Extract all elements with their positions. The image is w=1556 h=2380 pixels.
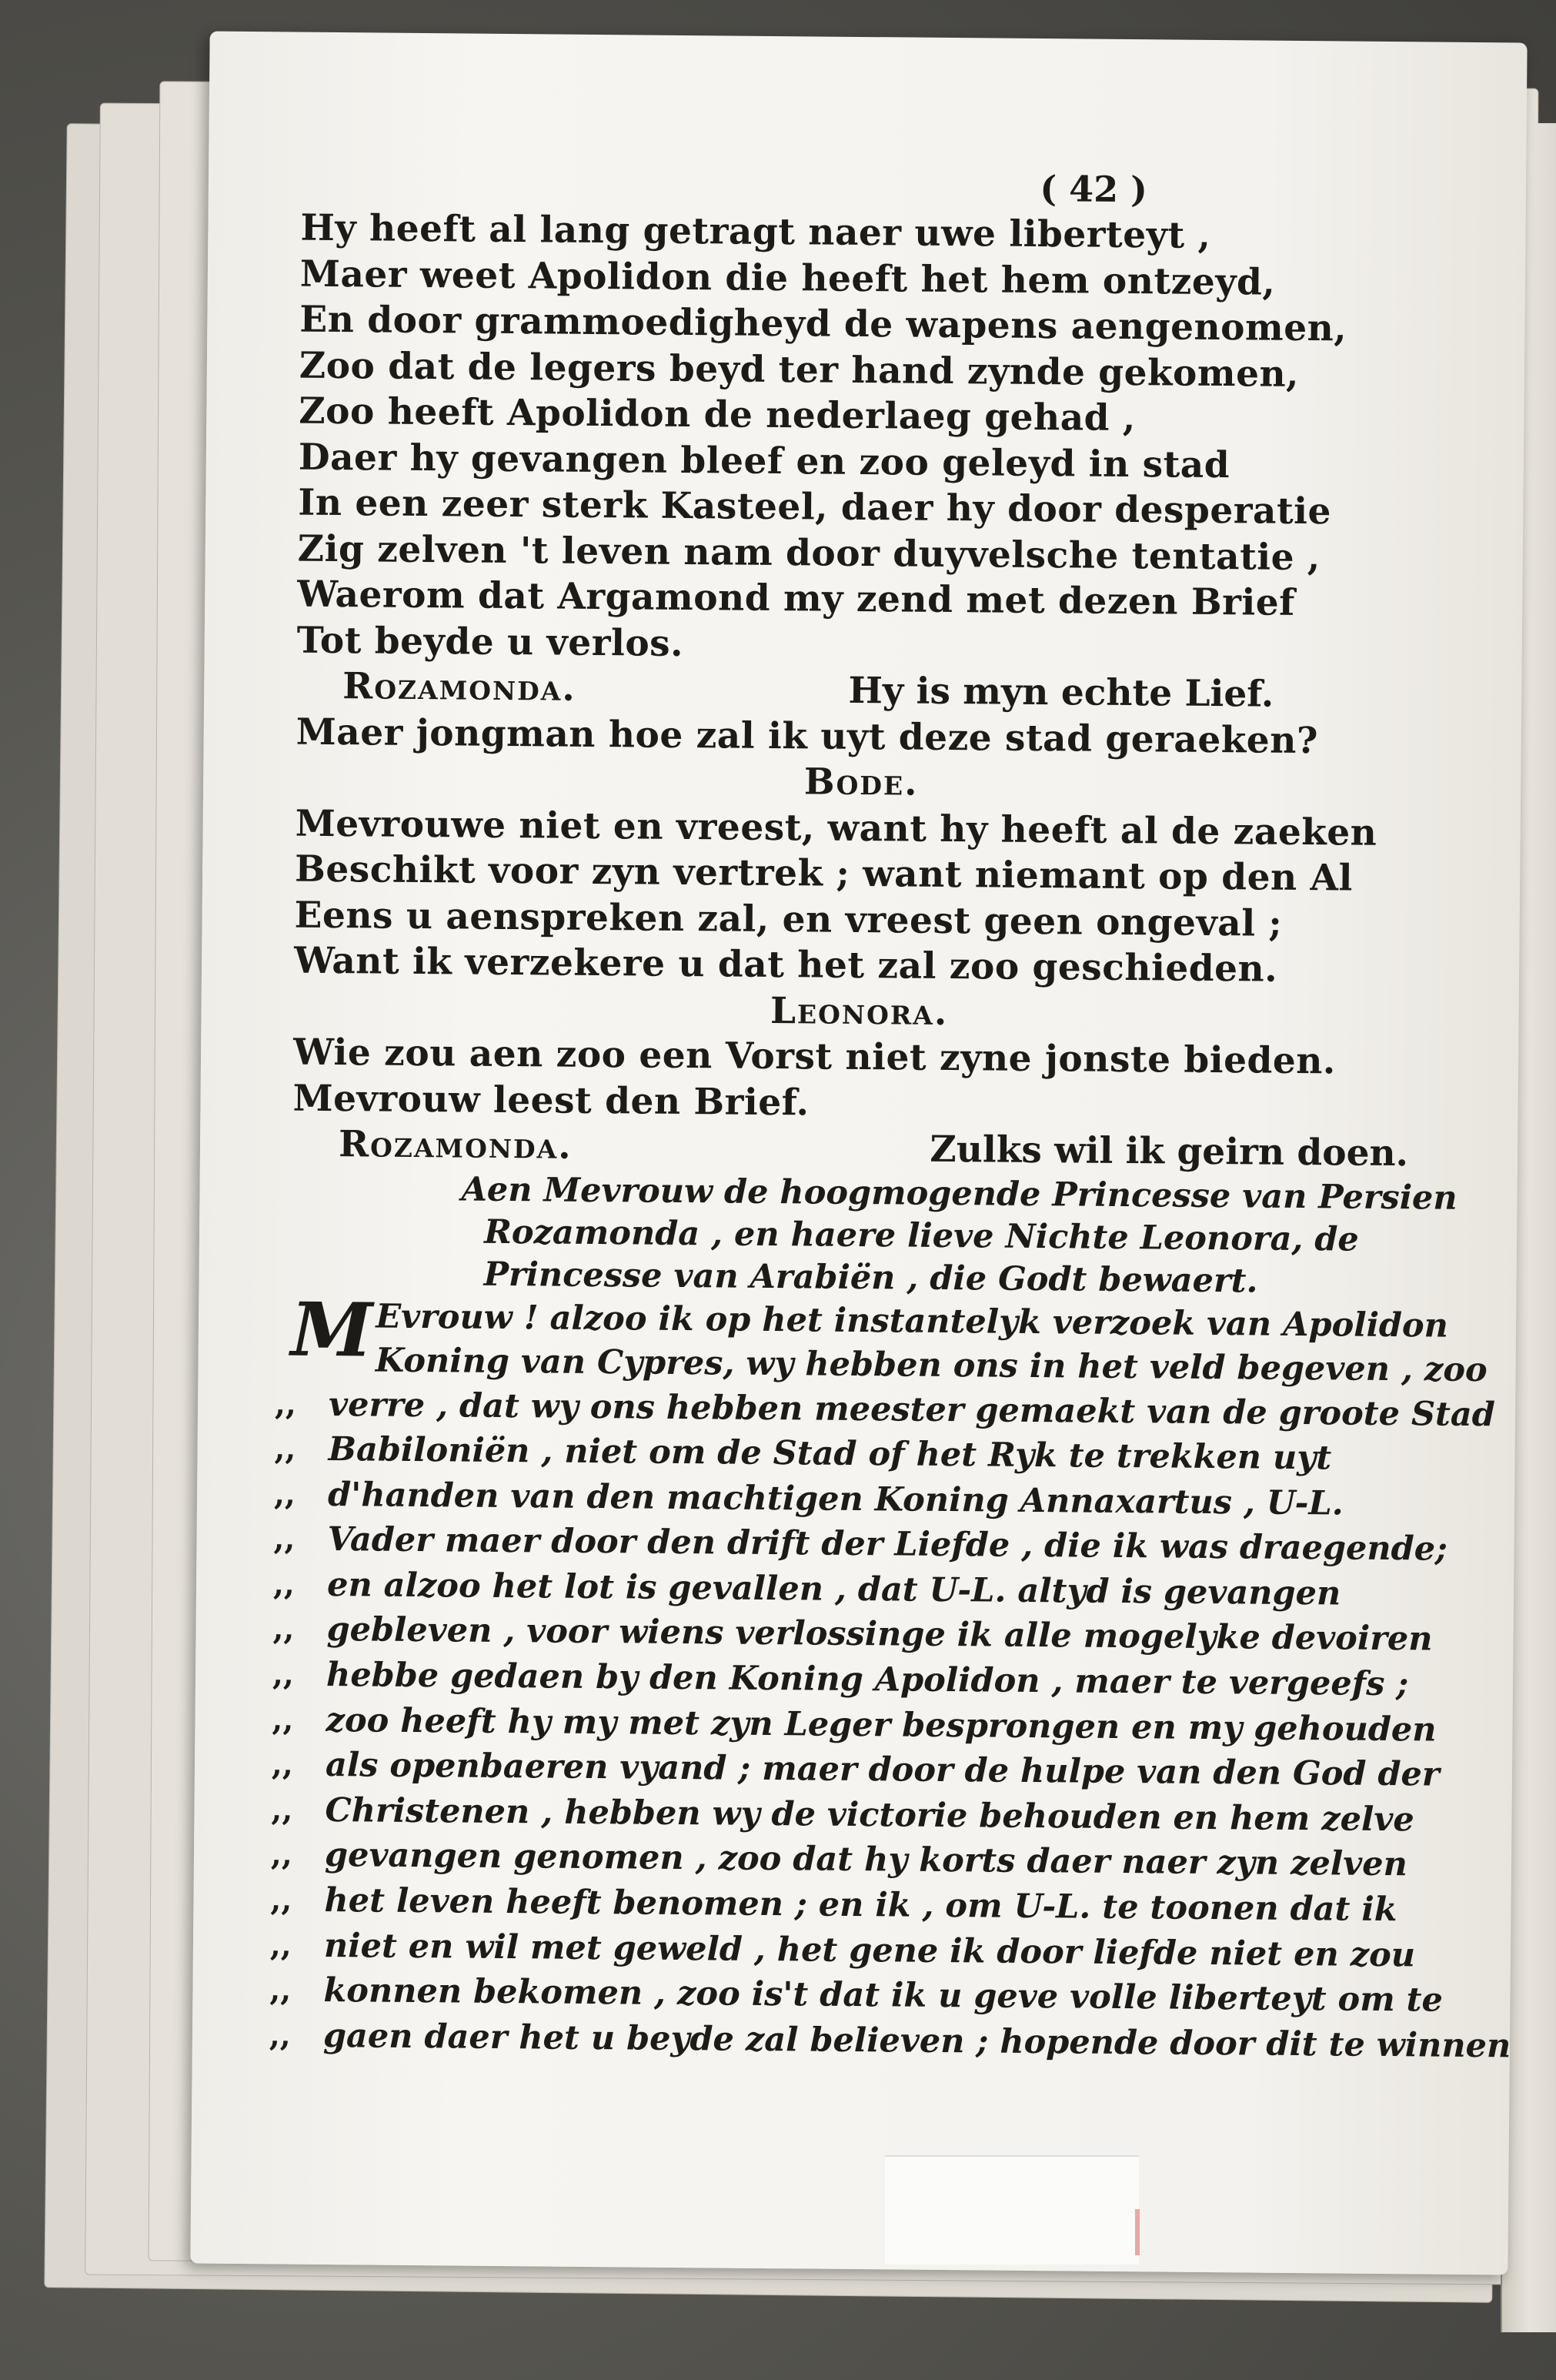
letter-line-text: Vader maer door den drift der Liefde , die ik was draegende;	[327, 1520, 1448, 1569]
quotation-mark: ,,	[272, 1656, 295, 1693]
verse-line: Zig zelven 't leven nam door duyvelsche tentatie ,	[297, 527, 1321, 579]
verse-line: Maer weet Apolidon die heeft het hem ontzeyd,	[299, 252, 1276, 304]
quotation-mark: ,,	[269, 1971, 292, 2008]
label-tab	[1135, 2209, 1140, 2255]
verse-line: In een zeer sterk Kasteel, daer hy door desperatie	[298, 481, 1332, 533]
letter-line-text: verre , dat wy ons hebben meester gemaekt van de groote Stad	[328, 1385, 1496, 1434]
quotation-mark: ,,	[273, 1476, 296, 1513]
speech-text: Hy is myn echte Lief.	[848, 669, 1274, 716]
verse-line: Waerom dat Argamond my zend met dezen Brief	[297, 573, 1296, 624]
verse-line: En door grammoedigheyd de wapens aengenomen,	[299, 298, 1347, 350]
quotation-mark: ,,	[270, 1881, 292, 1918]
letter-body	[269, 1382, 1511, 2068]
page-text	[269, 159, 1511, 2066]
letter-opening	[290, 1285, 1488, 1392]
letter-line-text: gebleven , voor wiens verlossinge ik alle mogelyke devoiren	[326, 1610, 1433, 1659]
quotation-mark: ,,	[274, 1430, 296, 1467]
letter-address-line: Princesse van Arabiën , die Godt bewaert.	[483, 1255, 1258, 1301]
book-page	[190, 32, 1527, 2275]
letter-line-text: gevangen genomen , zoo dat hy korts daer naer zyn zelven	[324, 1836, 1408, 1884]
quotation-mark: ,,	[272, 1566, 296, 1603]
letter-line: Koning van Cypres, wy hebben ons in het veld begeven , zoo	[375, 1341, 1488, 1389]
letter-line-text: d'handen van den machtigen Koning Annaxartus , U-L.	[327, 1475, 1344, 1523]
drop-cap: M	[290, 1285, 373, 1373]
letter-address-line: Aen Mevrouw de hoogmogende Princesse van Persien	[461, 1169, 1457, 1218]
quotation-mark: ,,	[271, 1746, 294, 1783]
verse-line: Zoo heeft Apolidon de nederlaeg gehad ,	[299, 389, 1137, 440]
text-block	[269, 206, 1511, 2068]
letter-line-text: zoo heeft hy my met zyn Leger besprongen en my gehouden	[326, 1700, 1437, 1750]
verse-line: Hy heeft al lang getragt naer uwe liberteyt ,	[300, 206, 1211, 257]
letter-line-text: hebbe gedaen by den Koning Apolidon , maer te vergeefs ;	[326, 1656, 1409, 1704]
verse-line: Mevrouwe niet en vreest, want hy heeft al de zaeken	[295, 802, 1377, 854]
verse-line: Zoo dat de legers beyd ter hand zynde gekomen,	[299, 344, 1300, 396]
letter-address-line: Rozamonda , en haere lieve Nichte Leonora, de	[483, 1212, 1360, 1259]
letter-line-text: als openbaeren vyand ; maer door de hulpe van den God der	[325, 1746, 1440, 1794]
speaker-name: Bode.	[803, 760, 919, 804]
letter-line	[269, 2013, 1511, 2067]
verse-line: Want ik verzekere u dat het zal zoo geschieden.	[293, 939, 1278, 991]
verse-line: Beschikt voor zyn vertrek ; want niemant op den Al	[294, 847, 1354, 900]
verse-line: Mevrouw leest den Brief.	[292, 1077, 810, 1124]
quotation-mark: ,,	[272, 1610, 295, 1648]
quotation-mark: ,,	[269, 2017, 292, 2054]
speaker-name: Rozamonda.	[338, 1123, 573, 1168]
letter-line-text: niet en wil met geweld , het gene ik door liefde niet en zou	[323, 1926, 1416, 1974]
quotation-mark: ,,	[271, 1791, 293, 1828]
quotation-mark: ,,	[269, 1926, 292, 1964]
quotation-mark: ,,	[274, 1385, 297, 1422]
letter-line: Evrouw ! alzoo ik op het instantelyk verzoek van Apolidon	[376, 1297, 1449, 1345]
letter-line-text: Christenen , hebben wy de victorie behouden en hem zelve	[325, 1790, 1414, 1840]
speaker-name: Rozamonda.	[342, 665, 577, 710]
quotation-mark: ,,	[272, 1701, 294, 1738]
letter-line-text: het leven heeft benomen ; en ik , om U-L. te toonen dat ik	[324, 1881, 1397, 1930]
speech-text: Zulks wil ik geirn doen.	[930, 1128, 1409, 1175]
paper-label	[885, 2155, 1139, 2265]
quotation-mark: ,,	[273, 1520, 296, 1557]
letter-line-text: konnen bekomen , zoo is't dat ik u geve volle liberteyt om te	[323, 1971, 1444, 2020]
speaker-name: Leonora.	[770, 989, 949, 1034]
verse-line: Tot beyde u verlos.	[296, 619, 684, 665]
verse-line: Daer hy gevangen bleef en zoo geleyd in stad	[298, 436, 1230, 486]
letter-line-text: gaen daer het u beyde zal believen ; hopende door dit te winnen	[322, 2016, 1511, 2066]
verse-line: Eens u aenspreken zal, en vreest geen ongeval ;	[294, 894, 1283, 945]
letter-line-text: Babiloniën , niet om de Stad of het Ryk te trekken uyt	[328, 1430, 1332, 1478]
verse-line: Wie zou aen zoo een Vorst niet zyne jonste bieden.	[292, 1031, 1337, 1083]
verse-line: Maer jongman hoe zal ik uyt deze stad geraeken?	[296, 710, 1319, 762]
letter-line-text: en alzoo het lot is gevallen , dat U-L. altyd is gevangen	[326, 1565, 1341, 1613]
page-number: ( 42 )	[1040, 168, 1148, 211]
quotation-mark: ,,	[270, 1836, 293, 1874]
